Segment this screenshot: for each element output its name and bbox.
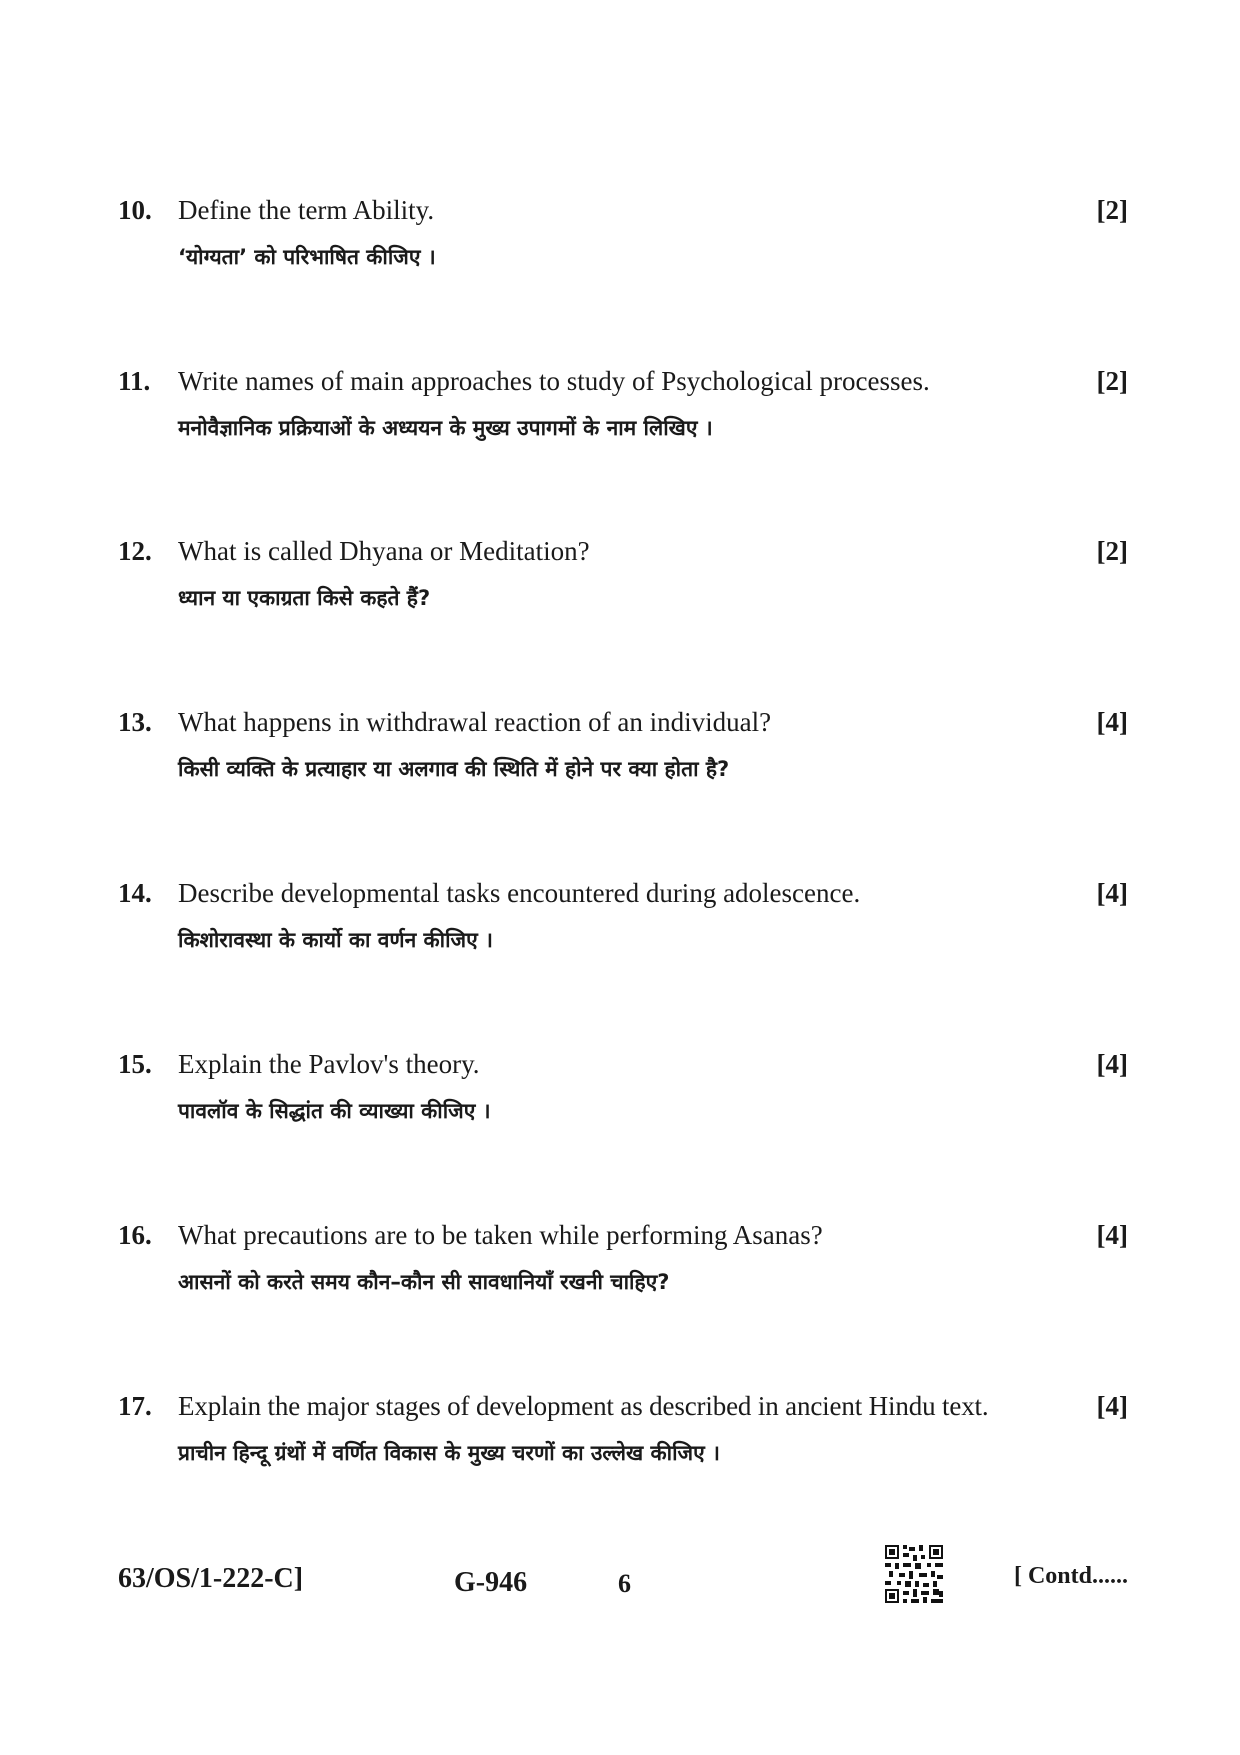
question-text-english: Describe developmental tasks encountered during adolescence. <box>178 878 861 908</box>
continued-label: [ Contd...... <box>1013 1563 1128 1589</box>
question-text-hindi: प्राचीन हिन्दू ग्रंथों में वर्णित विकास के मुख्य चरणों का उल्लेख कीजिए । <box>178 1441 721 1465</box>
question-marks: [4] <box>1096 707 1128 737</box>
question-marks: [4] <box>1096 1049 1128 1079</box>
question-text-english: Explain the Pavlov's theory. <box>178 1049 480 1079</box>
question-marks: [4] <box>1096 878 1128 908</box>
question-marks: [2] <box>1096 195 1128 225</box>
question-text-hindi: किशोरावस्था के कार्यो का वर्णन कीजिए । <box>178 928 494 952</box>
question-number: 12. <box>118 536 152 566</box>
question-17 <box>118 1386 1128 1465</box>
question-10 <box>118 190 1128 269</box>
question-number: 14. <box>118 878 152 908</box>
question-marks: [4] <box>1096 1391 1128 1421</box>
page-number: 6 <box>618 1569 631 1598</box>
question-text-hindi: मनोवैज्ञानिक प्रक्रियाओं के अध्ययन के मुख्य उपागमों के नाम लिखिए । <box>178 416 713 440</box>
question-text-english: Write names of main approaches to study of Psychological processes. <box>178 366 930 396</box>
question-11 <box>118 361 1128 440</box>
question-number: 15. <box>118 1049 152 1079</box>
question-text-hindi: ध्यान या एकाग्रता किसे कहते हैं? <box>178 586 431 610</box>
question-marks: [4] <box>1096 1220 1128 1250</box>
question-text-english: What precautions are to be taken while performing Asanas? <box>178 1220 823 1250</box>
question-text-hindi: किसी व्यक्ति के प्रत्याहार या अलगाव की स्थिति में होने पर क्या होता है? <box>178 757 730 781</box>
question-text-english: What is called Dhyana or Meditation? <box>178 536 590 566</box>
question-16 <box>118 1215 1128 1294</box>
page-footer <box>118 1545 1128 1615</box>
question-12 <box>118 531 1128 610</box>
qr-code-icon <box>885 1545 943 1603</box>
question-text-english: Define the term Ability. <box>178 195 435 225</box>
question-14 <box>118 873 1128 952</box>
question-marks: [2] <box>1096 366 1128 396</box>
question-number: 13. <box>118 707 152 737</box>
question-text-hindi: ‘योग्यता’ को परिभाषित कीजिए । <box>178 245 436 269</box>
question-15 <box>118 1044 1128 1123</box>
question-number: 10. <box>118 195 152 225</box>
question-number: 16. <box>118 1220 152 1250</box>
question-number: 17. <box>118 1391 152 1421</box>
question-text-hindi: आसनों को करते समय कौन–कौन सी सावधानियाँ रखनी चाहिए? <box>178 1270 670 1294</box>
paper-series: G-946 <box>454 1567 528 1598</box>
question-13 <box>118 702 1128 781</box>
question-text-hindi: पावलॉव के सिद्धांत की व्याख्या कीजिए । <box>178 1099 491 1123</box>
question-number: 11. <box>118 366 151 396</box>
question-marks: [2] <box>1096 536 1128 566</box>
question-text-english: What happens in withdrawal reaction of an individual? <box>178 707 772 737</box>
question-text-english: Explain the major stages of development as described in ancient Hindu text. <box>178 1391 989 1421</box>
paper-code: 63/OS/1-222-C] <box>118 1563 304 1594</box>
